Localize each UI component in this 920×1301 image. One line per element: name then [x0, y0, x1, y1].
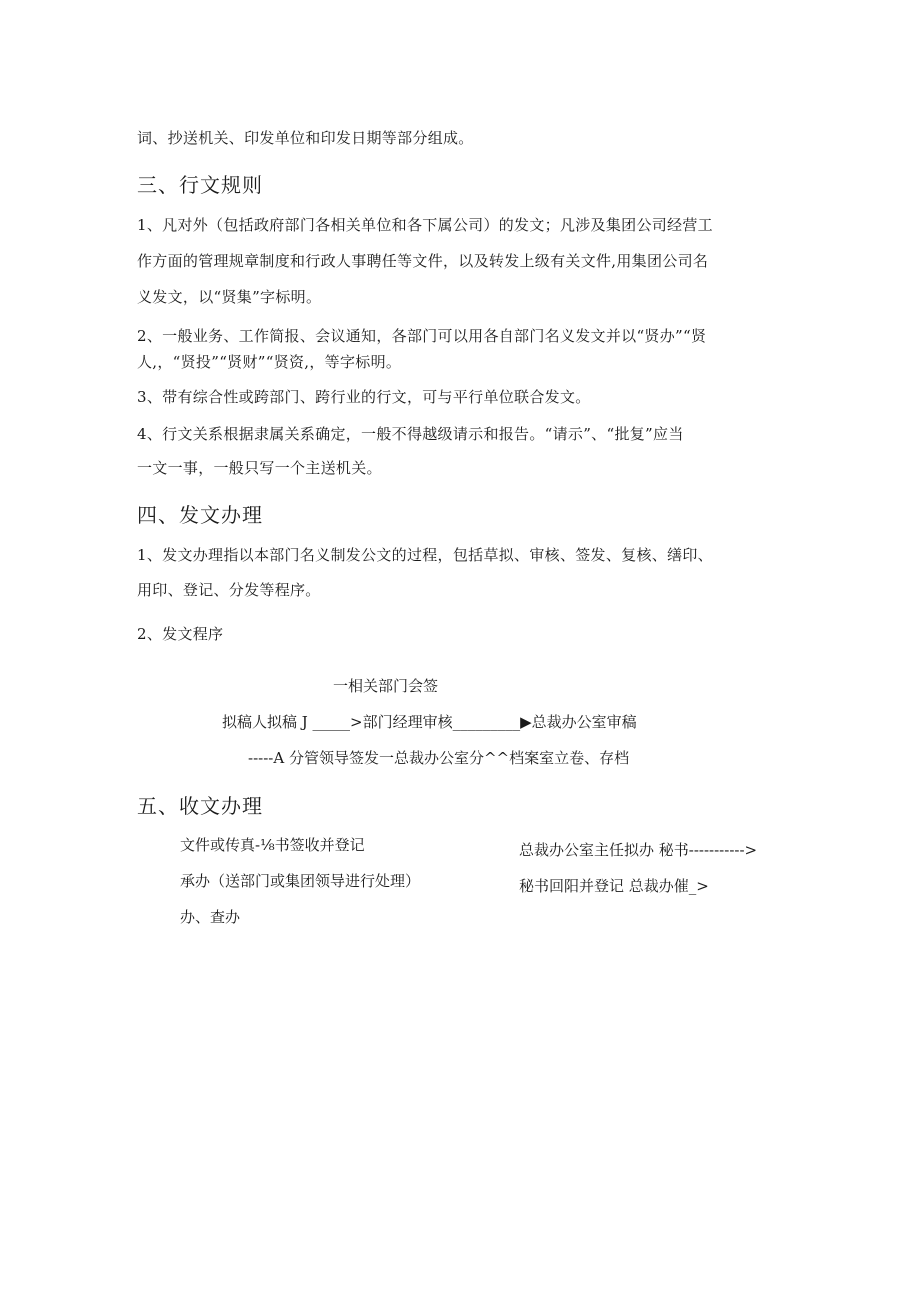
receive-left-line-3: 办、查办 — [180, 908, 241, 926]
receive-left-line-2: 承办（送部门或集团领导进行处理） — [180, 872, 421, 890]
rule-3-line-1: 3、带有综合性或跨部门、跨行业的行文，可与平行单位联合发文。 — [137, 388, 591, 406]
section-4-heading: 四、发文办理 — [137, 503, 263, 527]
rule-1-line-3: 义发文，以“贤集”字标明。 — [137, 288, 322, 306]
rule-4-line-2: 一文一事，一般只写一个主送机关。 — [137, 459, 382, 477]
rule-2-line-1: 2、一般业务、工作简报、会议通知，各部门可以用各自部门名义发文并以“贤办”“贤 — [137, 327, 707, 345]
rule-1-line-1: 1、凡对外（包括政府部门各相关单位和各下属公司）的发文；凡涉及集团公司经营工 — [137, 216, 713, 234]
flow-draft-review: 拟稿人拟稿 J _____>部门经理审核_________▶总裁办公室审稿 — [222, 713, 637, 731]
receive-right-line-1: 总裁办公室主任拟办 秘书-----------> — [519, 841, 758, 859]
send-item-1-line-1: 1、发文办理指以本部门名义制发公文的过程，包括草拟、审核、签发、复核、缮印、 — [137, 546, 713, 564]
intro-line-1: 词、抄送机关、印发单位和印发日期等部分组成。 — [137, 129, 474, 147]
section-3-heading: 三、行文规则 — [137, 173, 263, 197]
section-5-heading: 五、收文办理 — [137, 794, 263, 818]
rule-1-line-2: 作方面的管理规章制度和行政人事聘任等文件，以及转发上级有关文件,用集团公司名 — [137, 252, 709, 270]
send-item-1-line-2: 用印、登记、分发等程序。 — [137, 581, 321, 599]
rule-4-line-1: 4、行文关系根据隶属关系确定，一般不得越级请示和报告。“请示”、“批复”应当 — [137, 425, 684, 443]
receive-left-line-1: 文件或传真-⅛书签收并登记 — [180, 836, 365, 854]
receive-right-line-2: 秘书回阳并登记 总裁办催_> — [519, 877, 709, 895]
send-item-2: 2、发文程序 — [137, 625, 224, 643]
flow-countersign: 一相关部门会签 — [333, 677, 439, 695]
rule-2-line-2: 人,，“贤投”“贤财”“贤资,，等字标明。 — [137, 353, 402, 371]
flow-sign-archive: -----A 分管领导签发一总裁办公室分^^档案室立卷、存档 — [248, 749, 630, 767]
